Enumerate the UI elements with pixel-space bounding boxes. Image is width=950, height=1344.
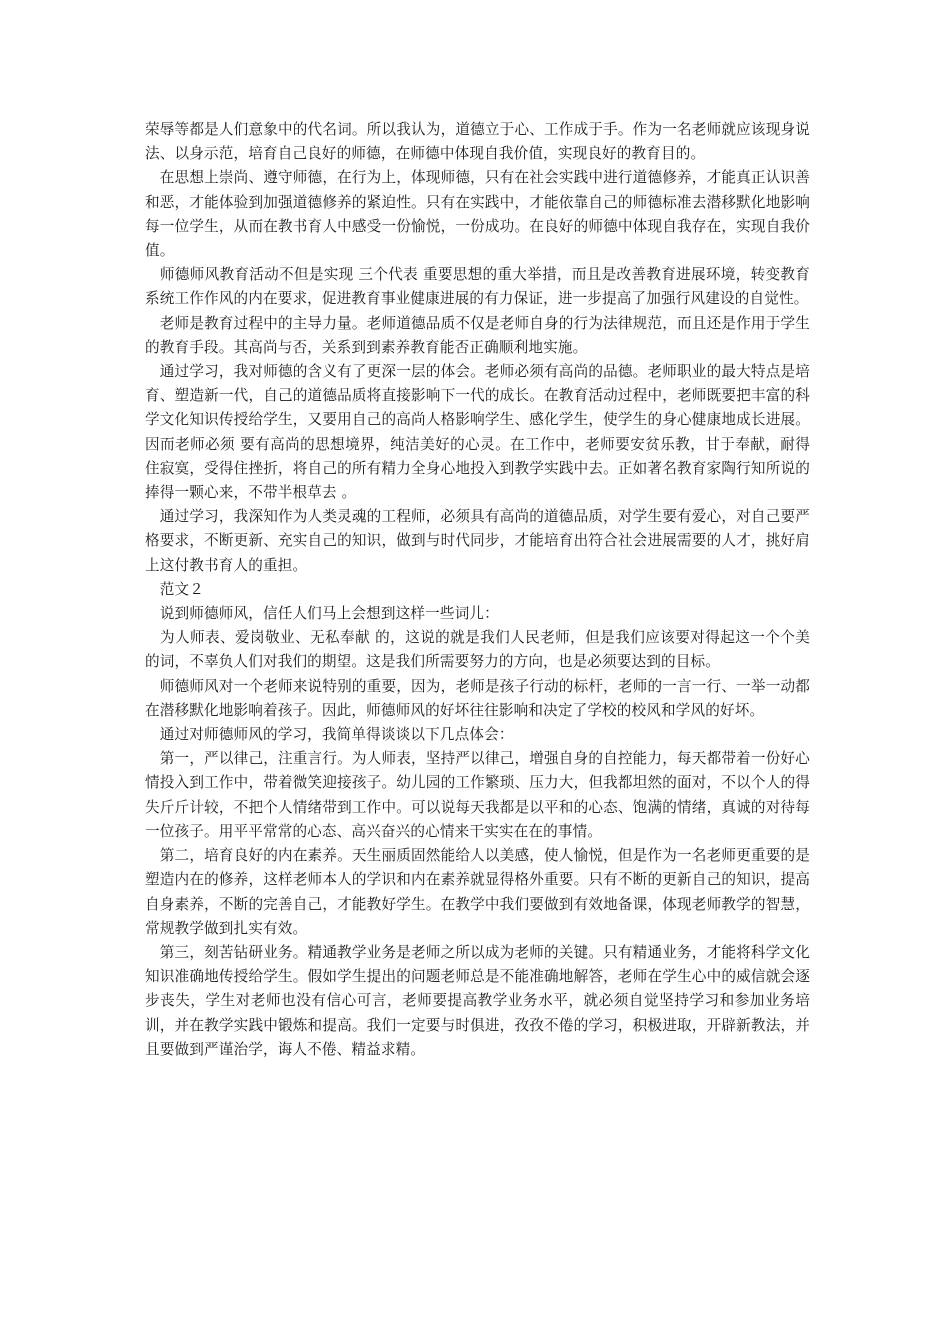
paragraph: 通过学习，我深知作为人类灵魂的工程师，必须具有高尚的道德品质，对学生要有爱心，对自己要严格要求，不断更新、充实自己的知识，做到与时代同步，才能培育出符合社会进展需要的人才，挑好肩上这付教书育人的重担。 (145, 508, 810, 574)
paragraph: 第三，刻苦钻研业务。精通教学业务是老师之所以成为老师的关键。只有精通业务，才能将科学文化知识准确地传授给学生。假如学生提出的问题老师总是不能准确地解答，老师在学生心中的威信就会逐步丧失，学生对老师也没有信心可言，老师要提高教学业务水平，就必须自觉坚持学习和参加业务培训，并在教学实践中锻炼和提高。我们一定要与时俱进，孜孜不倦的学习，积极进取，开辟新教法，并且要做到严谨治学，诲人不倦、精益求精。 (145, 943, 810, 1058)
document-body (145, 118, 810, 1062)
paragraph: 老师是教育过程中的主导力量。老师道德品质不仅是老师自身的行为法律规范，而且还是作用于学生的教育手段。其高尚与否，关系到到素养教育能否正确顺利地实施。 (145, 314, 810, 356)
paragraph: 通过对师德师风的学习，我简单得谈谈以下几点体会： (145, 726, 514, 744)
paragraph: 说到师德师风，信任人们马上会想到这样一些词儿： (145, 605, 499, 623)
paragraph: 第一，严以律己，注重言行。为人师表，坚持严以律己，增强自身的自控能力，每天都带着一份好心情投入到工作中，带着微笑迎接孩子。幼儿园的工作繁琐、压力大，但我都坦然的面对，不以个人的得失斤斤计较，不把个人情绪带到工作中。可以说每天我都是以平和的心态、饱满的情绪，真诚的对待每一位孩子。用平平常常的心态、高兴奋兴的心情来干实实在在的事情。 (145, 750, 810, 840)
paragraph: 第二，培育良好的内在素养。天生丽质固然能给人以美感，使人愉悦，但是作为一名老师更重要的是塑造内在的修养，这样老师本人的学识和内在素养就显得格外重要。只有不断的更新自己的知识，提高自身素养，不断的完善自己，才能教好学生。在教学中我们要做到有效地备课，体现老师教学的智慧，常规教学做到扎实有效。 (145, 847, 810, 937)
section-heading: 范文２ (145, 580, 204, 598)
paragraph: 荣辱等都是人们意象中的代名词。所以我认为，道德立于心、工作成于手。作为一名老师就应该现身说法、以身示范，培育自己良好的师德，在师德中体现自我价值，实现良好的教育目的。 (145, 121, 810, 163)
paragraph: 师德师风对一个老师来说特别的重要，因为，老师是孩子行动的标杆，老师的一言一行、一举一动都在潜移默化地影响着孩子。因此，师德师风的好坏往往影响和决定了学校的校风和学风的好坏。 (145, 677, 810, 719)
paragraph: 通过学习，我对师德的含义有了更深一层的体会。老师必须有高尚的品德。老师职业的最大特点是培育、塑造新一代，自己的道德品质将直接影响下一代的成长。在教育活动过程中，老师既要把丰富的科学文化知识传授给学生，又要用自己的高尚人格影响学生、感化学生，使学生的身心健康地成长进展。因而老师必须 要有高尚的思想境界，纯洁美好的心灵。在工作中，老师要安贫乐教，甘于奉献，耐得住寂寞，受得住挫折，将自己的所有精力全身心地投入到教学实践中去。正如著名教育家陶行知所说的 捧得一颗心来，不带半根草去 。 (145, 363, 810, 502)
paragraph: 师德师风教育活动不但是实现 三个代表 重要思想的重大举措，而且是改善教育进展环境，转变教育系统工作作风的内在要求，促进教育事业健康进展的有力保证，进一步提高了加强行风建设的自觉性。 (145, 266, 810, 308)
paragraph: 为人师表、爱岗敬业、无私奉献 的，这说的就是我们人民老师，但是我们应该要对得起这一个个美的词，不辜负人们对我们的期望。这是我们所需要努力的方向，也是必须要达到的目标。 (145, 629, 810, 671)
paragraph: 在思想上崇尚、遵守师德，在行为上，体现师德，只有在社会实践中进行道德修养，才能真正认识善和恶，才能体验到加强道德修养的紧迫性。只有在实践中，才能依靠自己的师德标准去潜移默化地影响每一位学生，从而在教书育人中感受一份愉悦，一份成功。在良好的师德中体现自我存在，实现自我价值。 (145, 169, 810, 260)
